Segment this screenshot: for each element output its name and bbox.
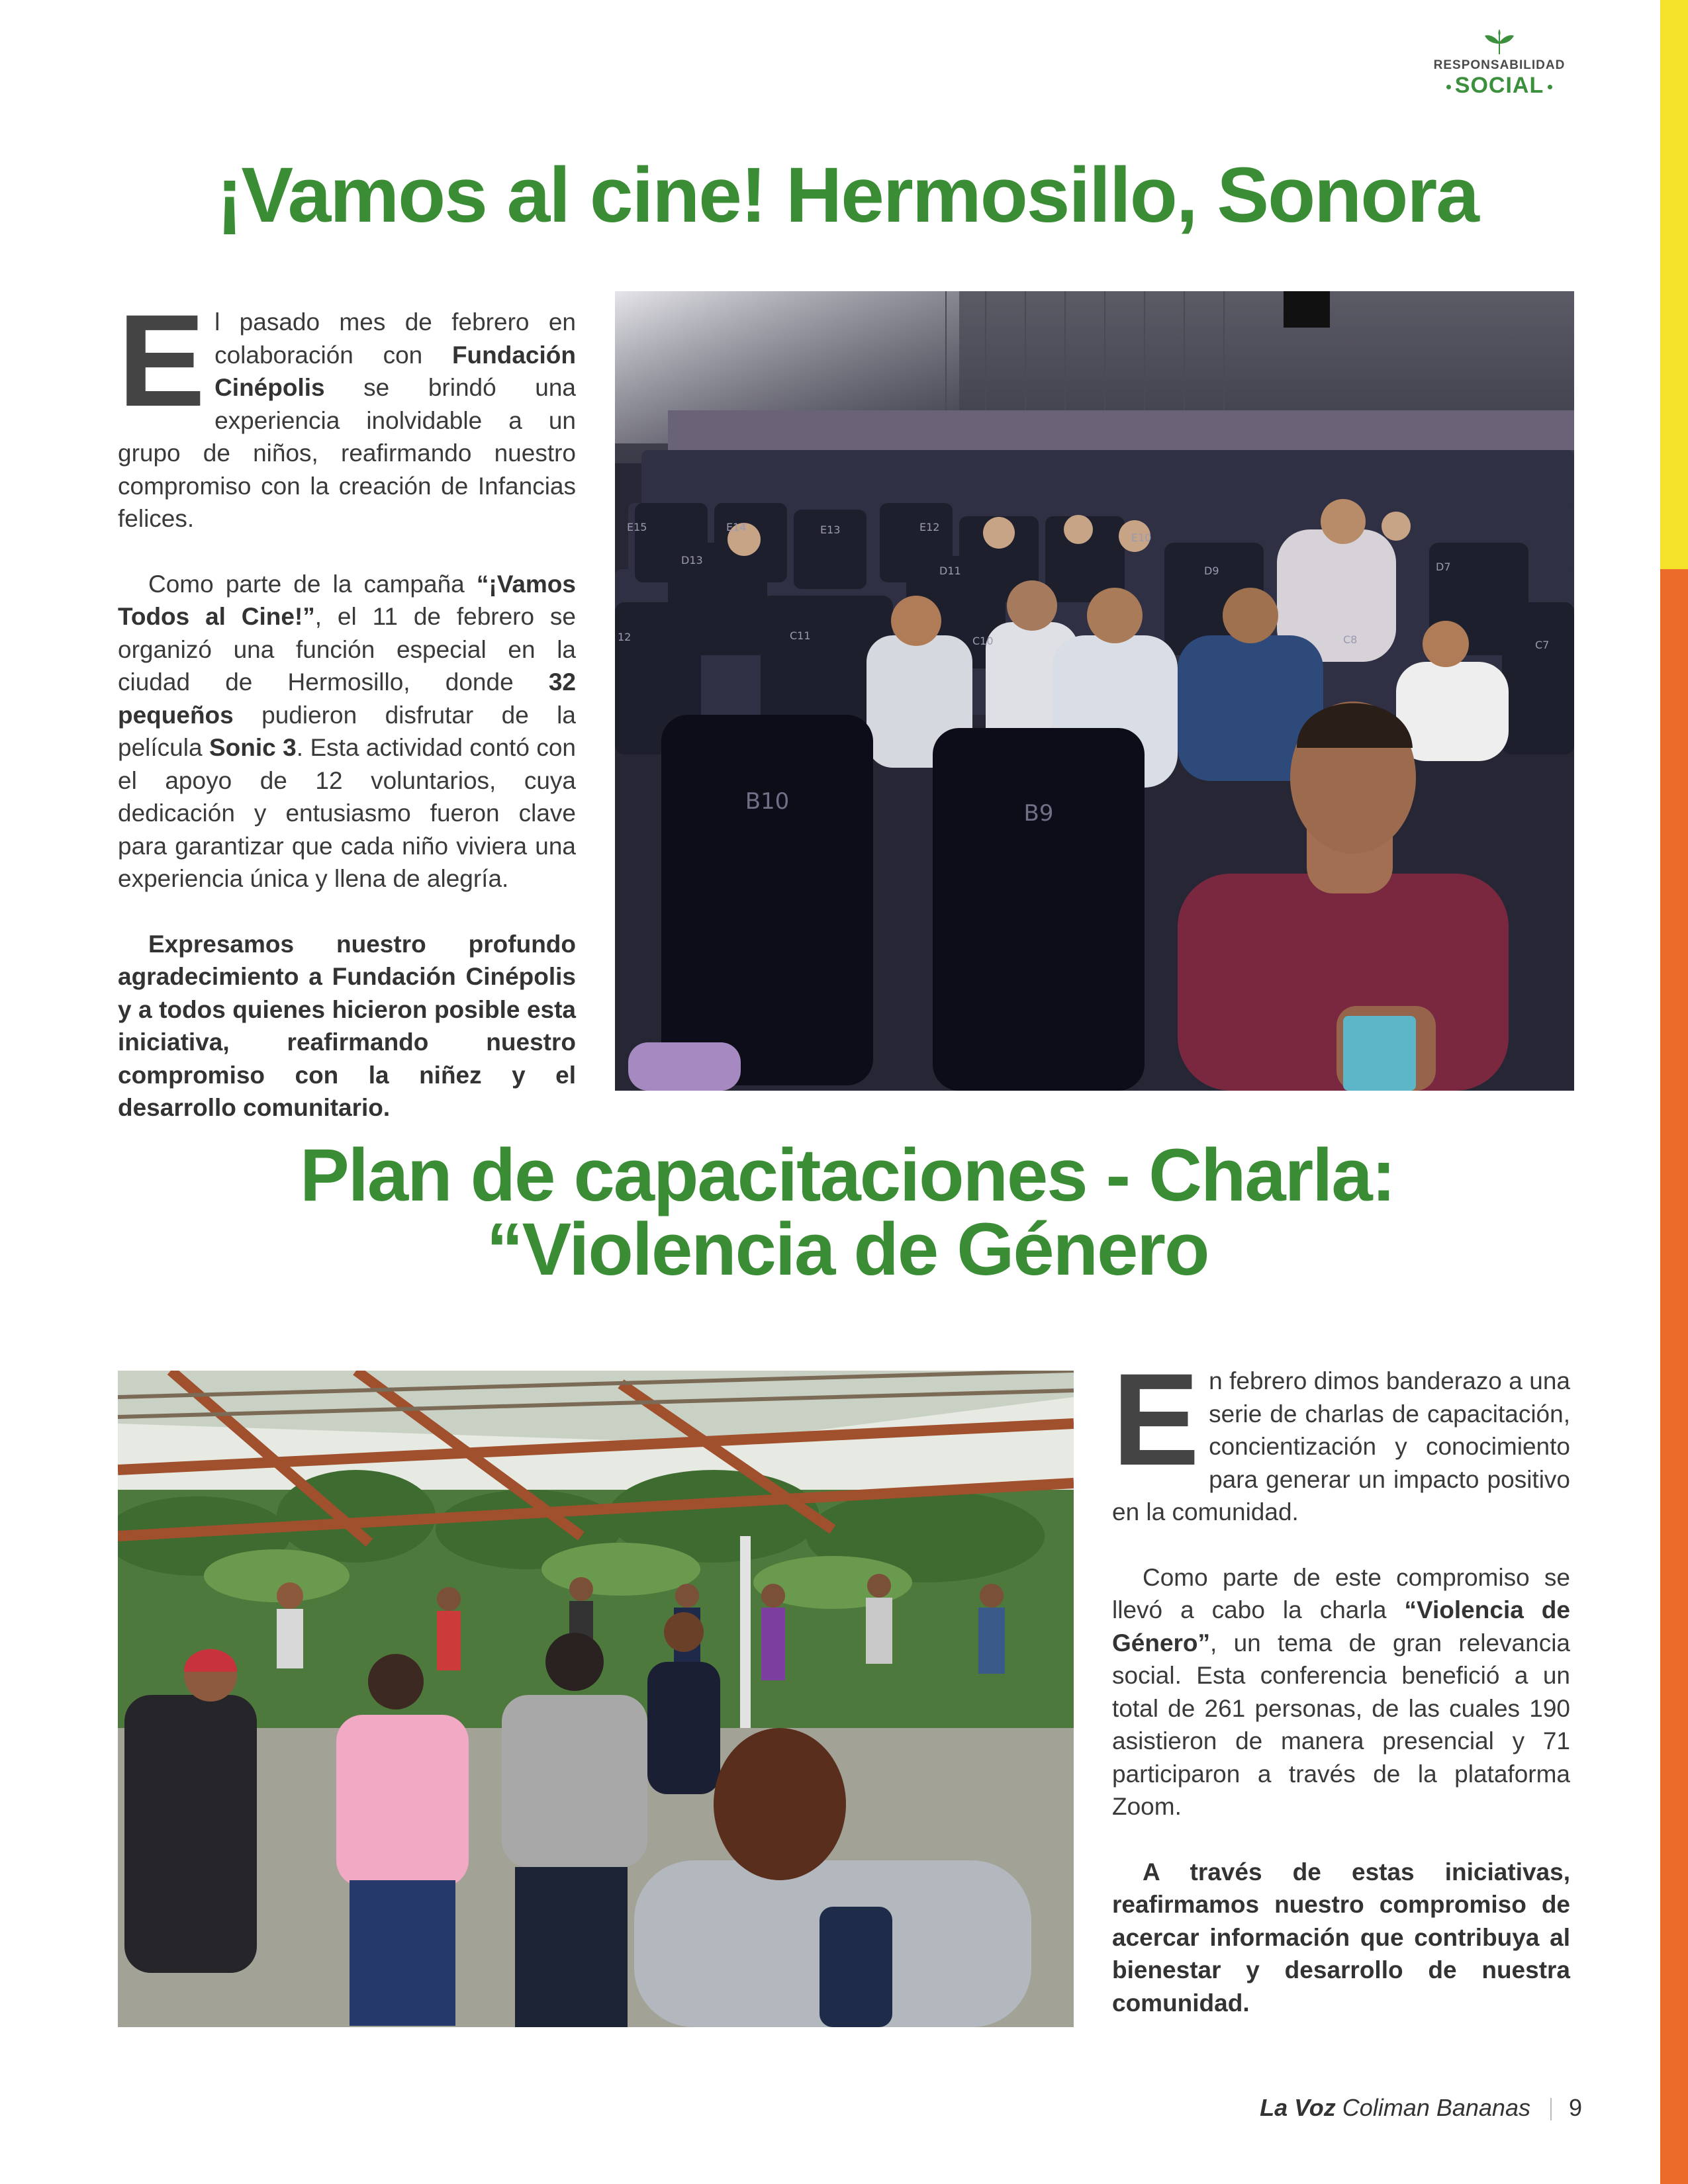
badge-label-top: RESPONSABILIDAD xyxy=(1433,58,1566,72)
dropcap: E xyxy=(118,287,206,433)
article2-paragraph-1: En febrero dimos banderazo a una serie de charlas de capacitación, concientización y conocimiento para generar un impacto positivo en la comunidad. xyxy=(1112,1346,1570,1525)
side-accent-bar-yellow xyxy=(1660,0,1688,569)
seat-label: 12 xyxy=(618,631,632,643)
page-number: 9 xyxy=(1568,2094,1582,2121)
seat-label: E10 xyxy=(1131,531,1152,544)
seat-label: C11 xyxy=(790,629,811,642)
article2-closing-paragraph: A través de estas iniciativas, reafirmamos nuestro compromiso de acercar información que contribuya al bienestar y desarrollo de nuestra comunidad. xyxy=(1112,1858,1570,2017)
article1-paragraph-1: El pasado mes de febrero en colaboración con Fundación Cinépolis se brindó una experiencia inolvidable a un grupo de niños, reafirmando nuestro compromiso con la creación de Infancias felices. xyxy=(118,287,576,532)
page-footer xyxy=(1125,2094,1582,2122)
article1-body xyxy=(118,287,576,1157)
workshop-photo-illustration xyxy=(118,1371,1074,2027)
badge-label-main: SOCIAL xyxy=(1423,73,1575,98)
seat-label: D11 xyxy=(939,565,961,577)
cinema-photo xyxy=(615,291,1574,1091)
article1-paragraph-2: Como parte de la campaña “¡Vamos Todos al Cine!”, el 11 de febrero se organizó una función especial en la ciudad de Hermosillo, donde 32 pequeños pudieron disfrutar de la película Sonic 3. Esta actividad contó con el apoyo de 12 voluntarios, cuya dedicación y entusiasmo fueron clave para garantizar que cada niño viviera una experiencia única y llena de alegría. xyxy=(118,570,576,892)
seat-label: D9 xyxy=(1204,565,1219,577)
publication-subtitle: Coliman Bananas xyxy=(1335,2094,1530,2121)
footer-divider xyxy=(1550,2098,1552,2120)
seat-label: C7 xyxy=(1535,639,1550,651)
article2-paragraph-2: Como parte de este compromiso se llevó a cabo la charla “Violencia de Género”, un tema de gran relevancia social. Esta conferencia benefició a un total de 261 personas, de las cuales 190 asistieron de manera presencial y 71 participaron a través de la plataforma Zoom. xyxy=(1112,1563,1570,1820)
seat-label: D7 xyxy=(1436,561,1451,573)
article1-headline: ¡Vamos al cine! Hermosillo, Sonora xyxy=(216,152,1478,239)
seat-label: D13 xyxy=(681,554,703,567)
section-badge xyxy=(1423,29,1575,98)
article2-body xyxy=(1112,1346,1570,2052)
seat-label: C8 xyxy=(1343,633,1358,646)
side-accent-bar-orange xyxy=(1660,569,1688,2184)
leaf-icon xyxy=(1479,29,1519,56)
dropcap: E xyxy=(1112,1346,1200,1492)
article2-headline: Plan de capacitaciones - Charla: “Violencia de Género xyxy=(300,1134,1395,1291)
seat-label: E14 xyxy=(726,521,747,533)
seat-label: E12 xyxy=(919,521,940,533)
seat-label: B9 xyxy=(1023,800,1054,827)
seat-label: E15 xyxy=(627,521,647,533)
article1-closing-paragraph: Expresamos nuestro profundo agradecimiento a Fundación Cinépolis y a todos quienes hicieron posible esta iniciativa, reafirmando nuestro compromiso con la niñez y el desarrollo comunitario. xyxy=(118,930,576,1121)
cinema-photo-illustration xyxy=(615,291,1574,1091)
seat-label: E13 xyxy=(820,523,841,536)
workshop-photo xyxy=(118,1371,1074,2027)
seat-label: B10 xyxy=(745,788,790,815)
publication-name: La Voz xyxy=(1260,2094,1336,2121)
seat-label: C10 xyxy=(972,635,994,647)
